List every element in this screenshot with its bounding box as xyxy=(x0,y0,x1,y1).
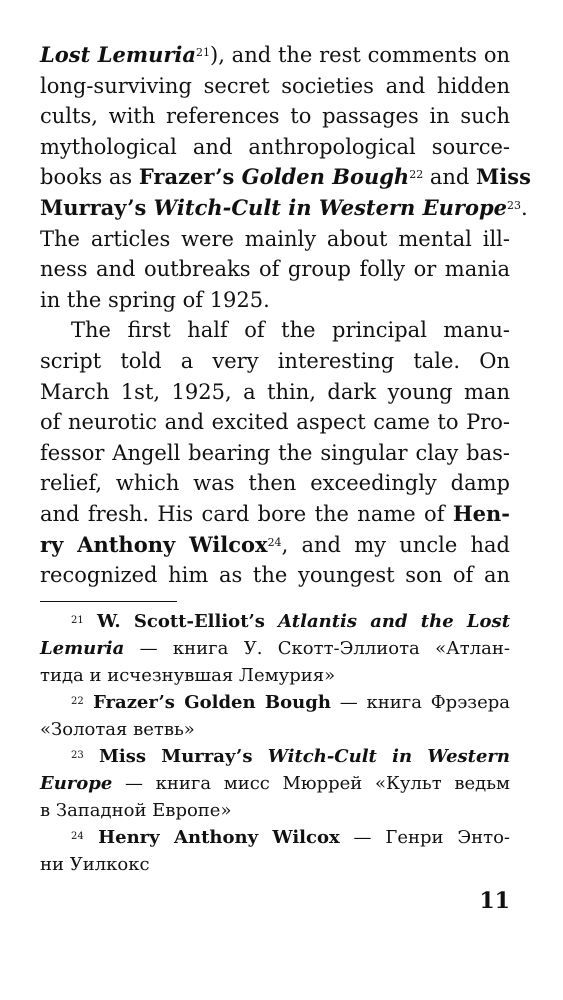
body-line xyxy=(40,71,510,102)
footnote-line xyxy=(40,716,510,743)
footnote-line xyxy=(40,851,510,878)
body-text: fessor Angell bearing the singular clay bas- xyxy=(40,440,510,465)
footnotes xyxy=(40,608,510,878)
body-line xyxy=(40,468,510,499)
body-line xyxy=(40,315,510,346)
body-text: Miss xyxy=(476,164,531,190)
footnote-line xyxy=(40,635,510,662)
main-text xyxy=(40,40,531,591)
body-line xyxy=(40,162,531,193)
footnote-separator xyxy=(40,601,177,602)
body-text: of neurotic and excited aspect came to Pro- xyxy=(40,410,510,435)
body-text: recognized him as the youngest son of an xyxy=(40,563,510,588)
body-line xyxy=(40,499,510,530)
body-text: Lost Lemuria xyxy=(40,42,196,67)
footnote-marker: 24 xyxy=(267,535,282,549)
footnote-text: Frazer’s Golden Bough xyxy=(83,692,331,713)
body-line xyxy=(40,101,510,132)
footnote-text: Europe xyxy=(40,773,113,794)
footnote-text: — книга мисс Мюррей «Культ ведьм xyxy=(112,773,510,794)
footnote-marker: 23 xyxy=(71,750,84,761)
footnote-text: Witch-Cult in Western xyxy=(267,746,510,767)
footnote-marker: 23 xyxy=(507,198,522,212)
footnote-marker: 24 xyxy=(71,831,84,842)
body-text: mythological and anthropological source- xyxy=(40,134,510,159)
body-text: ness and outbreaks of group folly or mania xyxy=(40,257,510,282)
footnote-line xyxy=(40,797,510,824)
page-number: 11 xyxy=(479,888,510,914)
body-line xyxy=(40,285,510,316)
body-line xyxy=(40,224,510,255)
body-text: March 1st, 1925, a thin, dark young man xyxy=(40,379,510,404)
body-text: The articles were mainly about mental ill- xyxy=(40,226,510,251)
body-line xyxy=(40,438,510,469)
body-line xyxy=(40,530,510,561)
footnote-text: — книга Фрэзера xyxy=(330,692,510,713)
body-text: , and my uncle had xyxy=(281,532,510,557)
body-text: Hen- xyxy=(452,500,510,526)
footnote-text: Henry Anthony Wilcox xyxy=(83,827,340,848)
body-text: ), and the rest comments on xyxy=(210,43,510,67)
footnote-text: ни Уилкокс xyxy=(40,854,150,875)
body-text: and xyxy=(423,165,477,190)
body-text: The first half of the principal manu- xyxy=(71,318,510,343)
body-text: relief, which was then exceedingly damp xyxy=(40,471,510,496)
body-text: and fresh. His card bore the name of xyxy=(40,501,453,526)
footnote-marker: 22 xyxy=(71,696,84,707)
body-text: cults, with references to passages in such xyxy=(40,104,510,129)
footnote-line xyxy=(40,689,510,716)
body-line xyxy=(40,40,510,71)
footnote-marker: 21 xyxy=(71,615,84,626)
body-text: script told a very interesting tale. On xyxy=(40,348,510,373)
body-line xyxy=(40,254,510,285)
footnote-text: Lemuria xyxy=(40,638,125,659)
body-text: books as xyxy=(40,165,139,190)
body-line xyxy=(40,193,528,224)
footnote-line xyxy=(40,770,510,797)
body-line xyxy=(40,407,510,438)
footnote-line xyxy=(40,662,510,689)
body-text: Witch-Cult in Western Europe xyxy=(153,194,508,220)
footnote-line xyxy=(40,824,510,851)
footnote-marker: 22 xyxy=(409,168,424,182)
body-text: in the spring of 1925. xyxy=(40,287,270,312)
body-line xyxy=(40,560,510,591)
footnote-text: W. Scott-Elliot’s xyxy=(83,611,279,632)
footnote-text: Atlantis and the Lost xyxy=(278,611,511,632)
body-text: . xyxy=(521,195,528,220)
body-text: Murray’s xyxy=(40,194,154,220)
footnote-text: Miss Murray’s xyxy=(83,746,268,767)
footnote-line xyxy=(40,608,510,635)
footnote-marker: 21 xyxy=(196,46,210,59)
body-line xyxy=(40,346,510,377)
body-text: long-surviving secret societies and hidden xyxy=(40,73,510,98)
footnote-text: — книга У. Скотт-Эллиота «Атлан- xyxy=(124,638,510,659)
footnote-line xyxy=(40,743,510,770)
footnote-text: — Генри Энто- xyxy=(339,827,510,848)
body-line xyxy=(40,377,510,408)
footnote-text: в Западной Европе» xyxy=(40,800,232,821)
body-text: Golden Bough xyxy=(241,164,410,190)
body-text: Frazer’s xyxy=(138,164,242,190)
footnote-text: «Золотая ветвь» xyxy=(40,719,195,740)
footnote-text: тида и исчезнувшая Лемурия» xyxy=(40,665,336,686)
body-text: ry Anthony Wilcox xyxy=(40,531,268,557)
body-line xyxy=(40,132,510,163)
